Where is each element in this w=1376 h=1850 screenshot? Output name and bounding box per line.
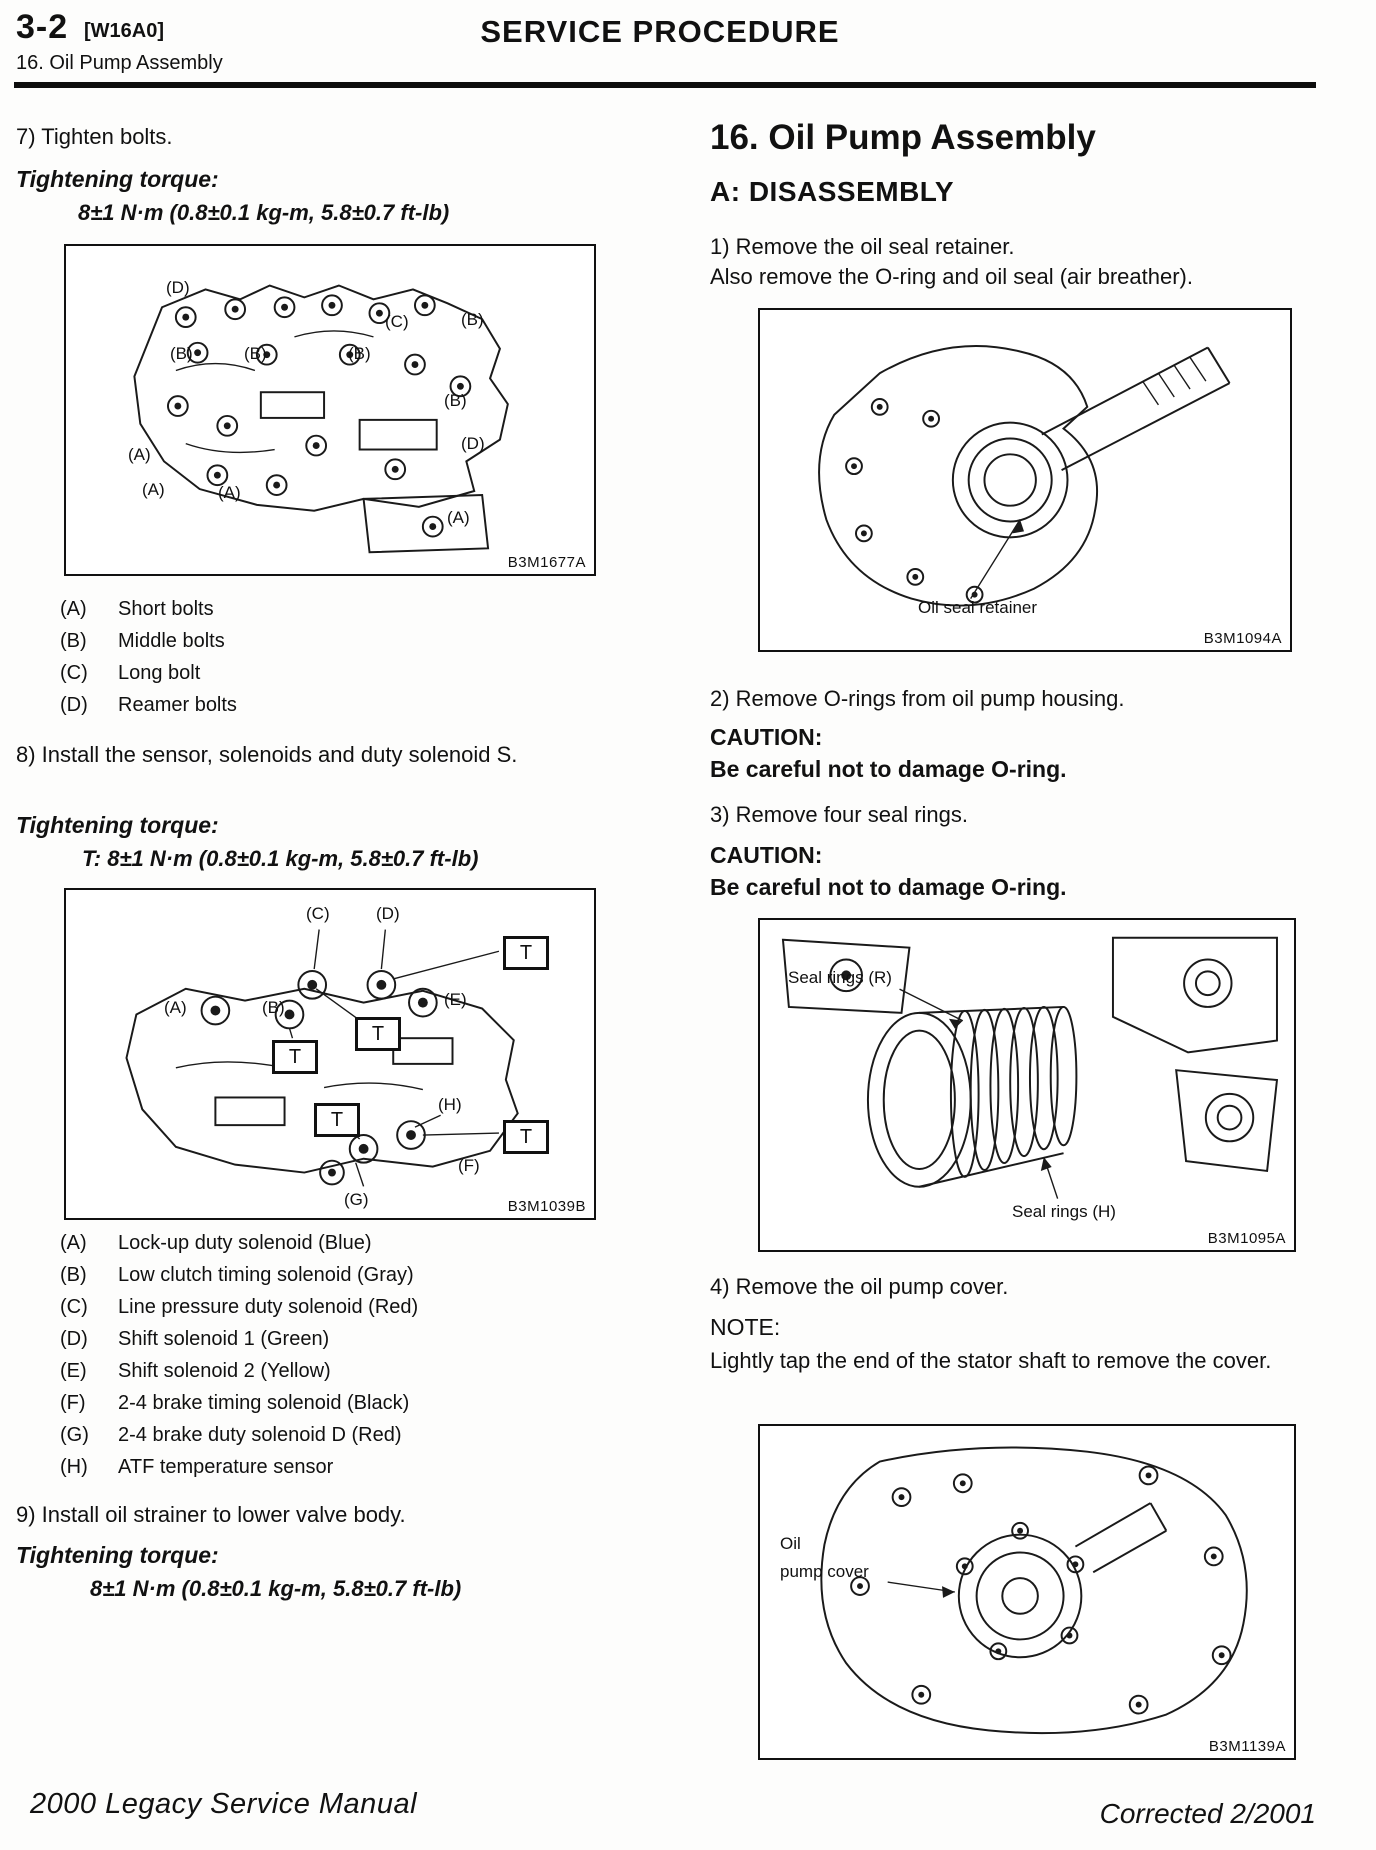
legend-key: (F) [60, 1392, 86, 1414]
legend-text: Lock-up duty solenoid (Blue) [118, 1232, 372, 1254]
bolt-label: (B) [461, 310, 484, 329]
torque-value-2: T: 8±1 N·m (0.8±0.1 kg-m, 5.8±0.7 ft-lb) [82, 846, 479, 871]
legend-key: (B) [60, 1264, 87, 1286]
oil-pump-cover-label-line1: Oil [780, 1534, 801, 1553]
caution-2-label: CAUTION: [710, 842, 823, 868]
solenoid-label: (G) [344, 1190, 369, 1209]
subsection-heading: A: DISASSEMBLY [710, 176, 955, 207]
page-number: 3-2 [16, 8, 69, 46]
caution-2-text: Be careful not to damage O-ring. [710, 874, 1067, 900]
t-letter: T [371, 1022, 385, 1045]
legend-item [60, 1264, 418, 1296]
torque-t-marker [272, 1040, 318, 1074]
torque-t-marker [355, 1017, 401, 1051]
legend-key: (C) [60, 662, 88, 684]
torque-t-marker [503, 1120, 549, 1154]
legend-key: (A) [60, 1232, 87, 1254]
t-letter: T [519, 941, 533, 964]
bolt-label: (B) [170, 344, 193, 363]
legend-text: Reamer bolts [118, 694, 237, 716]
solenoid-label: (E) [444, 990, 467, 1009]
torque-label-1: Tightening torque: [16, 166, 219, 192]
section-heading: 16. Oil Pump Assembly [710, 118, 1096, 157]
legend-item [60, 1296, 418, 1328]
figure-oil-seal-retainer [758, 308, 1292, 652]
legend-item [60, 630, 237, 662]
legend-item [60, 1424, 418, 1456]
t-letter: T [330, 1108, 344, 1131]
solenoid-legend [60, 1232, 418, 1488]
legend-item [60, 1232, 418, 1264]
step-3-text: 3) Remove four seal rings. [710, 802, 968, 827]
header-rule [14, 82, 1316, 88]
figure-caption: B3M1039B [507, 1198, 586, 1215]
solenoid-label: (F) [458, 1156, 480, 1175]
torque-value-3: 8±1 N·m (0.8±0.1 kg-m, 5.8±0.7 ft-lb) [90, 1576, 462, 1601]
torque-label-3: Tightening torque: [16, 1542, 219, 1568]
legend-text: ATF temperature sensor [118, 1456, 334, 1478]
legend-text: Middle bolts [118, 630, 225, 652]
step-1-text-cont: Also remove the O-ring and oil seal (air breather). [710, 264, 1193, 289]
legend-item [60, 1328, 418, 1360]
legend-item [60, 598, 237, 630]
legend-text: 2-4 brake timing solenoid (Black) [118, 1392, 410, 1414]
bolt-label: (A) [218, 483, 241, 502]
figure-caption: B3M1677A [507, 554, 586, 571]
legend-key: (E) [60, 1360, 87, 1382]
step-2-text: 2) Remove O-rings from oil pump housing. [710, 686, 1125, 711]
solenoid-label: (H) [438, 1095, 462, 1114]
step-8-text: 8) Install the sensor, solenoids and duty solenoid S. [16, 742, 518, 767]
footer-revision: Corrected 2/2001 [1099, 1798, 1316, 1829]
figure-caption: B3M1139A [1208, 1738, 1286, 1755]
running-section-title: 16. Oil Pump Assembly [16, 52, 223, 74]
caution-1-label: CAUTION: [710, 724, 823, 750]
bolt-label: (B) [244, 344, 267, 363]
legend-text: Short bolts [118, 598, 214, 620]
legend-item [60, 1360, 418, 1392]
legend-item [60, 662, 237, 694]
legend-text: Line pressure duty solenoid (Red) [118, 1296, 419, 1318]
torque-label-2: Tightening torque: [16, 812, 219, 838]
legend-item [60, 1392, 418, 1424]
step-9-text: 9) Install oil strainer to lower valve body. [16, 1502, 406, 1527]
legend-key: (H) [60, 1456, 88, 1478]
valve-body-bolts-drawing [66, 246, 594, 574]
torque-t-marker [503, 936, 549, 970]
footer-manual-title: 2000 Legacy Service Manual [30, 1788, 418, 1820]
caution-1-text: Be careful not to damage O-ring. [710, 756, 1067, 782]
solenoid-label: (B) [262, 998, 285, 1017]
bolt-label: (A) [142, 480, 165, 499]
document-code: [W16A0] [84, 20, 165, 42]
bolt-label: (D) [461, 434, 485, 453]
solenoid-label: (C) [306, 904, 330, 923]
bolt-label: (C) [385, 312, 409, 331]
bolt-label: (D) [166, 278, 190, 297]
bolt-label: (B) [348, 344, 371, 363]
torque-t-marker [314, 1103, 360, 1137]
torque-value-1: 8±1 N·m (0.8±0.1 kg-m, 5.8±0.7 ft-lb) [78, 200, 450, 225]
figure-seal-rings [758, 918, 1296, 1252]
bolt-legend [60, 598, 237, 726]
oil-pump-cover-label-line2: pump cover [780, 1562, 869, 1581]
legend-key: (D) [60, 694, 88, 716]
solenoid-label: (A) [164, 998, 187, 1017]
figure-oil-pump-cover [758, 1424, 1296, 1760]
oil-pump-cover-drawing [760, 1426, 1294, 1758]
bolt-label: (A) [128, 445, 151, 464]
legend-text: 2-4 brake duty solenoid D (Red) [118, 1424, 402, 1446]
bolt-label: (B) [444, 391, 467, 410]
oil-seal-retainer-label: Oil seal retainer [918, 598, 1038, 617]
step-7-text: 7) Tighten bolts. [16, 124, 173, 149]
legend-key: (B) [60, 630, 87, 652]
bolt-label: (A) [447, 508, 470, 527]
legend-item [60, 694, 237, 726]
figure-valve-body-bolts [64, 244, 596, 576]
note-label: NOTE: [710, 1314, 781, 1340]
page-title: SERVICE PROCEDURE [480, 14, 840, 49]
legend-key: (G) [60, 1424, 89, 1446]
t-letter: T [519, 1125, 533, 1148]
figure-caption: B3M1094A [1203, 630, 1282, 647]
legend-text: Shift solenoid 1 (Green) [118, 1328, 330, 1350]
step-1-text: 1) Remove the oil seal retainer. [710, 234, 1015, 259]
seal-rings-r-label: Seal rings (R) [788, 968, 892, 987]
t-letter: T [288, 1045, 302, 1068]
legend-key: (C) [60, 1296, 88, 1318]
legend-item [60, 1456, 418, 1488]
figure-caption: B3M1095A [1207, 1230, 1286, 1247]
legend-text: Shift solenoid 2 (Yellow) [118, 1360, 331, 1382]
legend-key: (A) [60, 598, 87, 620]
seal-rings-h-label: Seal rings (H) [1012, 1202, 1116, 1221]
figure-solenoids [64, 888, 596, 1220]
solenoid-label: (D) [376, 904, 400, 923]
step-4-text: 4) Remove the oil pump cover. [710, 1274, 1009, 1299]
legend-text: Low clutch timing solenoid (Gray) [118, 1264, 414, 1286]
legend-text: Long bolt [118, 662, 201, 684]
note-text: Lightly tap the end of the stator shaft to remove the cover. [710, 1348, 1272, 1373]
legend-key: (D) [60, 1328, 88, 1350]
